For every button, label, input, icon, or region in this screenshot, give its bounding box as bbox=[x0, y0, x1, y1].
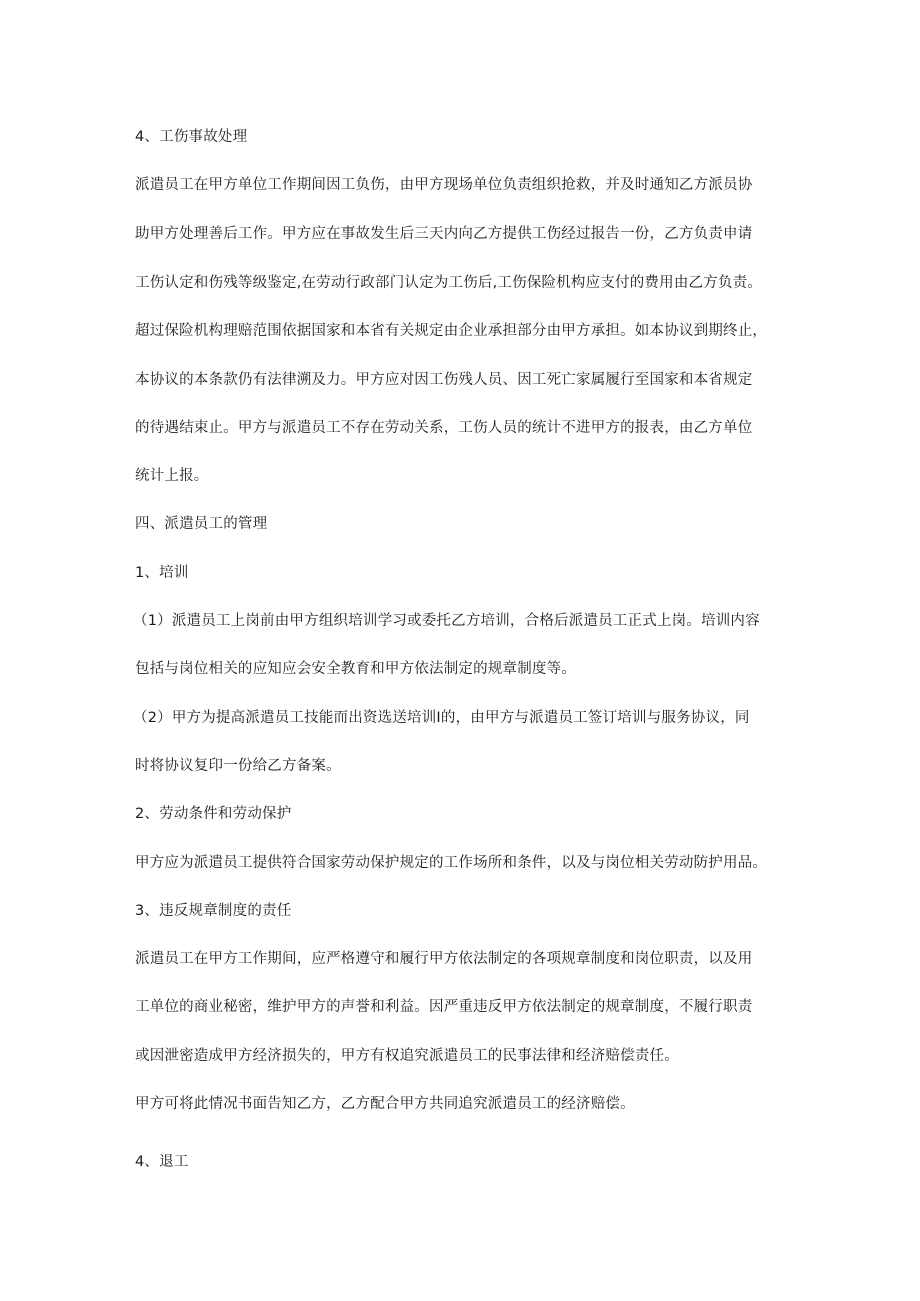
paragraph-line: 包括与岗位相关的应知应会安全教育和甲方依法制定的规章制度等。 bbox=[135, 661, 576, 677]
section-heading-training: 1、培训 bbox=[135, 565, 189, 581]
paragraph-line: 甲方可将此情况书面告知乙方，乙方配合甲方共同追究派遣员工的经济赔偿。 bbox=[135, 1096, 635, 1112]
paragraph-line: 本协议的本条款仍有法律溯及力。甲方应对因工伤残人员、因工死亡家属履行至国家和本省规定 bbox=[135, 372, 753, 388]
paragraph-line: 工单位的商业秘密，维护甲方的声誉和利益。因严重违反甲方依法制定的规章制度，不履行职责 bbox=[135, 999, 753, 1015]
section-heading-dismissal: 4、退工 bbox=[135, 1154, 189, 1170]
section-heading-labor-protection: 2、劳动条件和劳动保护 bbox=[135, 806, 292, 822]
paragraph-line: 时将协议复印一份给乙方备案。 bbox=[135, 758, 341, 774]
paragraph-line: 助甲方处理善后工作。甲方应在事故发生后三天内向乙方提供工伤经过报告一份，乙方负责申请 bbox=[135, 226, 753, 242]
paragraph-line: 超过保险机构理赔范围依据国家和本省有关规定由企业承担部分由甲方承担。如本协议到期终止， bbox=[135, 323, 768, 339]
paragraph-line: 工伤认定和伤残等级鉴定,在劳动行政部门认定为工伤后,工伤保险机构应支付的费用由乙方负责。 bbox=[135, 275, 763, 291]
section-heading-work-injury: 4、工伤事故处理 bbox=[135, 129, 248, 145]
section-heading-rule-violation: 3、违反规章制度的责任 bbox=[135, 903, 292, 919]
paragraph-line: 统计上报。 bbox=[135, 468, 209, 484]
paragraph-line: 派遣员工在甲方工作期间，应严格遵守和履行甲方依法制定的各项规章制度和岗位职责，以及用 bbox=[135, 951, 753, 967]
paragraph-line: 派遣员工在甲方单位工作期间因工负伤，由甲方现场单位负责组织抢救，并及时通知乙方派员协 bbox=[135, 177, 753, 193]
paragraph-line: （2）甲方为提高派遣员工技能而出资选送培训I的，由甲方与派遣员工签订培训与服务协议，同 bbox=[133, 710, 750, 726]
section-heading-management: 四、派遣员工的管理 bbox=[135, 516, 268, 532]
paragraph-line: 甲方应为派遣员工提供符合国家劳动保护规定的工作场所和条件，以及与岗位相关劳动防护用品。 bbox=[135, 855, 768, 871]
paragraph-line: 的待遇结束止。甲方与派遣员工不存在劳动关系，工伤人员的统计不进甲方的报表，由乙方单位 bbox=[135, 420, 753, 436]
paragraph-line: 或因泄密造成甲方经济损失的，甲方有权追究派遣员工的民事法律和经济赔偿责任。 bbox=[135, 1048, 679, 1064]
paragraph-line: （1）派遣员工上岗前由甲方组织培训学习或委托乙方培训，合格后派遣员工正式上岗。培训内容 bbox=[133, 613, 760, 629]
